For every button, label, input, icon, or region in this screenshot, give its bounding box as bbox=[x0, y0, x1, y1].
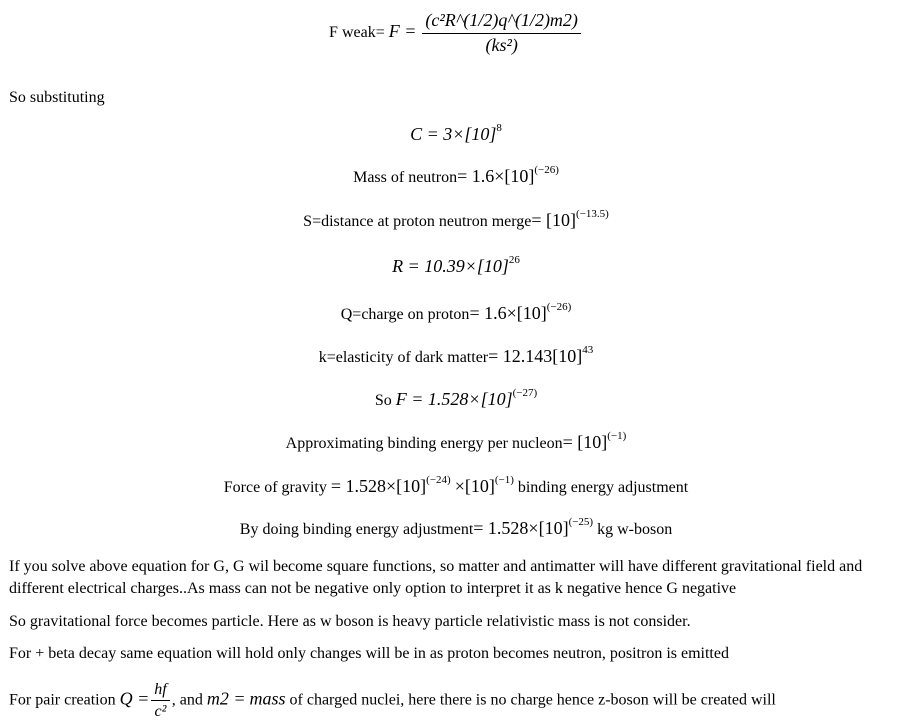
paragraph-pair-creation bbox=[9, 680, 776, 721]
paragraph-matter-antimatter: If you solve above equation for G, G wil become square functions, so matter and antimatter will have different gravitational field and different electrical charges..As mass can not be negative only option to interpret it as k negative hence G negative bbox=[9, 558, 863, 597]
fweak-denominator: (ks²) bbox=[485, 34, 518, 55]
fweak-equation bbox=[0, 10, 912, 56]
gravity-exponent1: (−24) bbox=[426, 474, 451, 486]
binding-label: By doing binding energy adjustment bbox=[239, 521, 474, 538]
paragraph-beta-decay: For + beta decay same equation will hold only changes will be in as proton becomes neutron, positron is emitted bbox=[9, 645, 729, 662]
q-exponent: (−26) bbox=[546, 301, 572, 313]
gravity-label: Force of gravity bbox=[223, 479, 327, 496]
so-f-equation bbox=[0, 389, 912, 411]
neutron-exponent: (−26) bbox=[534, 164, 559, 176]
neutron-equation bbox=[0, 166, 912, 188]
fweak-label: F weak= bbox=[329, 23, 385, 41]
k-value: = 12.143[10] bbox=[488, 346, 583, 366]
s-exponent: (−13.5) bbox=[576, 208, 609, 220]
s-equation bbox=[0, 210, 912, 232]
pair-denominator: c² bbox=[154, 703, 167, 721]
q-value: = 1.6×[10] bbox=[469, 303, 547, 323]
neutron-value: = 1.6×[10] bbox=[457, 166, 535, 186]
gravity-equation bbox=[0, 476, 912, 498]
so-value: F = 1.528×[10] bbox=[395, 389, 513, 409]
so-label: So bbox=[374, 392, 392, 409]
binding-exponent: (−25) bbox=[568, 516, 594, 528]
r-value: R = 10.39×[10] bbox=[392, 256, 509, 276]
fweak-lhs: F = bbox=[388, 20, 417, 41]
c-exponent: 8 bbox=[496, 122, 502, 134]
gravity-value1: = 1.528×[10] bbox=[330, 476, 427, 496]
approx-label: Approximating binding energy per nucleon bbox=[285, 435, 563, 452]
k-label: k=elasticity of dark matter bbox=[318, 349, 489, 366]
pair-mass: mass bbox=[249, 688, 286, 709]
s-label: S=distance at proton neutron merge bbox=[303, 213, 532, 230]
k-exponent: 43 bbox=[582, 344, 594, 356]
approx-equation bbox=[0, 432, 912, 454]
c-value: C = 3×[10] bbox=[410, 124, 497, 144]
r-exponent: 26 bbox=[508, 254, 520, 266]
c-equation bbox=[0, 124, 912, 146]
binding-value: = 1.528×[10] bbox=[473, 518, 569, 538]
pair-creation-end: of charged nuclei, here there is no charge hence z-boson will be created will bbox=[289, 691, 776, 709]
k-equation bbox=[0, 346, 912, 368]
q-equation bbox=[0, 303, 912, 325]
pair-fraction bbox=[151, 680, 169, 721]
gravity-exponent2: (−1) bbox=[494, 474, 514, 486]
pair-m2: m2 = bbox=[206, 688, 246, 709]
fweak-numerator: (c²R^(1/2)q^(1/2)m2) bbox=[422, 10, 581, 34]
fweak-fraction bbox=[422, 10, 581, 56]
r-equation bbox=[0, 256, 912, 278]
gravity-tail: binding energy adjustment bbox=[517, 479, 689, 496]
substituting-text: So substituting bbox=[9, 89, 105, 106]
pair-numerator: hf bbox=[151, 680, 169, 701]
pair-mid: , and bbox=[171, 691, 203, 709]
paragraph-gravitational-particle: So gravitational force becomes particle. Here as w boson is heavy particle relativistic mass is not consider. bbox=[9, 613, 691, 630]
so-exponent: (−27) bbox=[512, 387, 538, 399]
pair-creation-start: For pair creation bbox=[9, 691, 116, 709]
pair-q-lhs: Q = bbox=[119, 688, 150, 709]
approx-value: = [10] bbox=[562, 432, 608, 452]
s-value: = [10] bbox=[531, 210, 577, 230]
binding-equation bbox=[0, 518, 912, 540]
neutron-label: Mass of neutron bbox=[353, 169, 458, 186]
gravity-value2: ×[10] bbox=[454, 476, 495, 496]
binding-tail: kg w-boson bbox=[597, 521, 673, 538]
approx-exponent: (−1) bbox=[607, 430, 627, 442]
q-label: Q=charge on proton bbox=[340, 306, 470, 323]
